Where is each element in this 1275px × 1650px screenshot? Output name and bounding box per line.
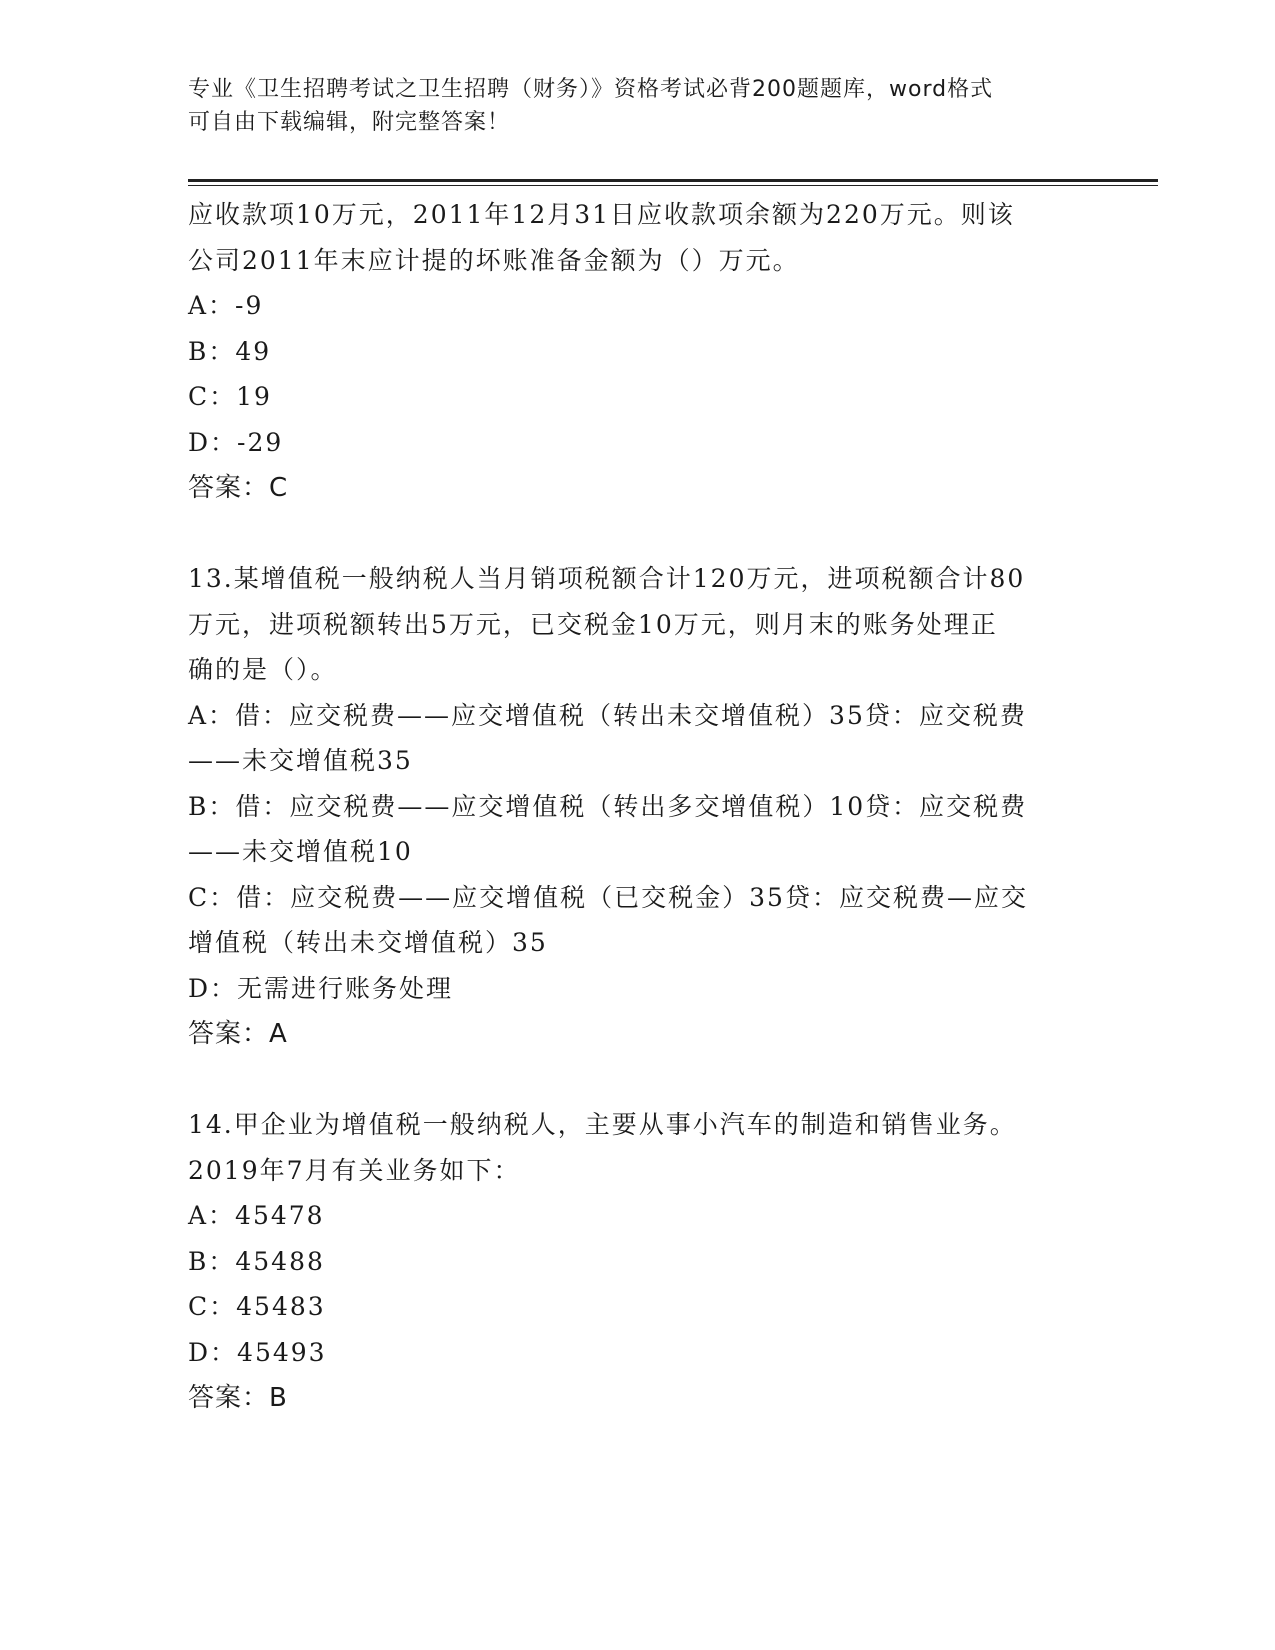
question-12-stem-line-2: 公司2011年末应计提的坏账准备金额为（）万元。 xyxy=(188,245,800,275)
question-13-answer: 答案：A xyxy=(188,1019,288,1049)
question-12-option-c: C：19 xyxy=(188,382,272,411)
question-14-option-d: D：45493 xyxy=(188,1337,327,1367)
question-14-stem-line-2: 2019年7月有关业务如下： xyxy=(188,1155,521,1185)
question-14 xyxy=(188,1102,1088,1421)
question-12 xyxy=(188,192,1088,511)
question-13-stem-line-3: 确的是（）。 xyxy=(188,655,338,684)
header-line-1: 专业《卫生招聘考试之卫生招聘（财务）》资格考试必背200题题库，word格式 xyxy=(188,77,994,102)
question-14-option-a: A：45478 xyxy=(188,1201,325,1230)
header-divider-thick xyxy=(188,179,1158,182)
question-14-answer: 答案：B xyxy=(188,1383,288,1413)
question-13 xyxy=(188,556,1088,1057)
question-12-answer: 答案：C xyxy=(188,473,289,503)
question-13-option-a-line-1: A：借：应交税费——应交增值税（转出未交增值税）35贷：应交税费 xyxy=(188,700,1027,730)
spacer xyxy=(188,511,1088,556)
question-13-stem-line-1: 13.某增值税一般纳税人当月销项税额合计120万元，进项税额合计80 xyxy=(188,564,1026,593)
header-line-2: 可自由下载编辑，附完整答案！ xyxy=(188,110,511,135)
question-12-stem-line-1: 应收款项10万元，2011年12月31日应收款项余额为220万元。则该 xyxy=(188,200,1015,229)
question-13-option-c-line-2: 增值税（转出未交增值税）35 xyxy=(188,928,548,957)
question-12-option-d: D：-29 xyxy=(188,427,284,457)
question-content xyxy=(188,192,1088,1421)
header-divider-thin xyxy=(188,185,1158,186)
question-14-stem-line-1: 14.甲企业为增值税一般纳税人，主要从事小汽车的制造和销售业务。 xyxy=(188,1110,1017,1139)
document-header xyxy=(188,73,1088,139)
question-13-option-d: D：无需进行账务处理 xyxy=(188,973,454,1003)
question-13-option-b-line-1: B：借：应交税费——应交增值税（转出多交增值税）10贷：应交税费 xyxy=(188,791,1028,821)
question-14-option-c: C：45483 xyxy=(188,1292,326,1321)
question-12-option-a: A：-9 xyxy=(188,291,264,320)
question-12-option-b: B：49 xyxy=(188,336,272,366)
spacer xyxy=(188,1057,1088,1102)
question-13-stem-line-2: 万元，进项税额转出5万元，已交税金10万元，则月末的账务处理正 xyxy=(188,609,998,639)
question-14-option-b: B：45488 xyxy=(188,1246,325,1276)
question-13-option-b-line-2: ——未交增值税10 xyxy=(188,837,413,866)
question-13-option-c-line-1: C：借：应交税费——应交增值税（已交税金）35贷：应交税费—应交 xyxy=(188,882,1028,912)
question-13-option-a-line-2: ——未交增值税35 xyxy=(188,746,413,775)
